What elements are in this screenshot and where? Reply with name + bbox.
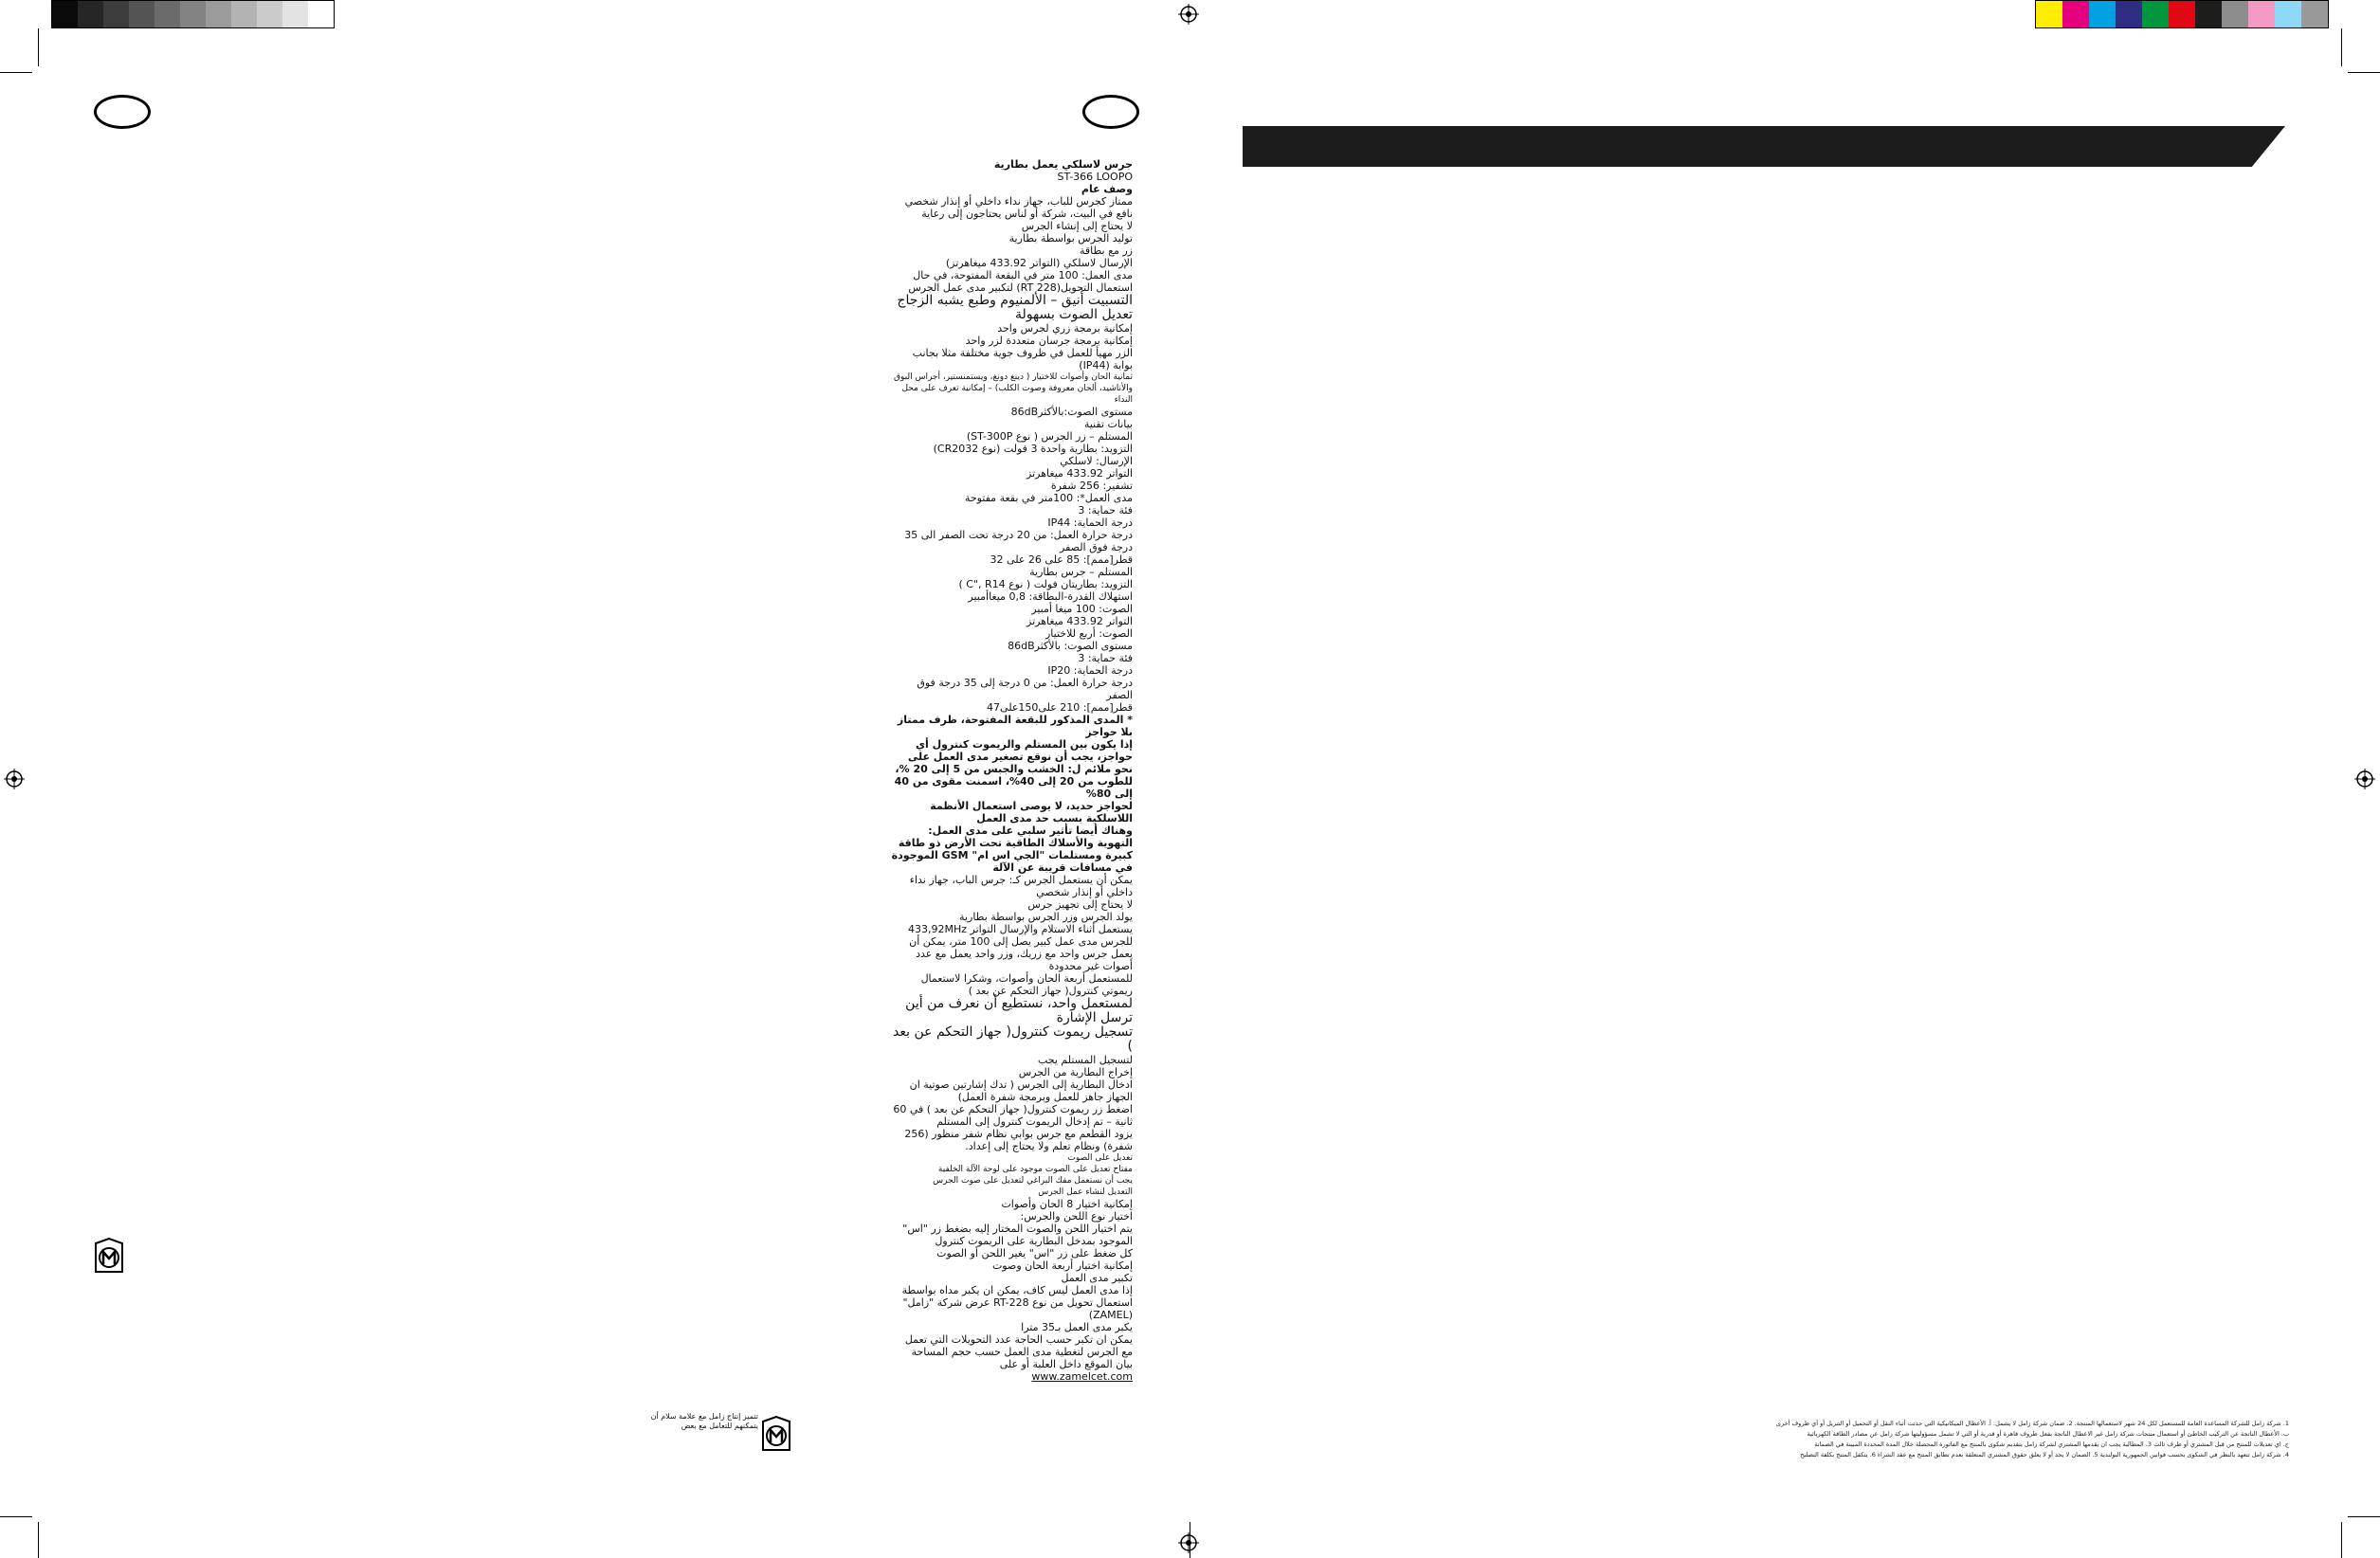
- gray-swatch: [154, 1, 180, 27]
- manual-line: الصوت: أربع للاختيار: [1045, 627, 1133, 640]
- manual-line: التزويد: بطارية واحدة 3 فولت (نوع CR2032): [933, 443, 1133, 455]
- manual-line: للجرس مدى عمل كبير يصل إلى 100 متر، يمكن أن يعمل جرس واحد مع زريك، وزر واحد يعمل مع عدد أصوات غير محدودة: [909, 935, 1133, 972]
- color-swatch: [2062, 1, 2089, 27]
- crop-mark: [38, 28, 39, 66]
- footnote-line: ج. اي تعديلات للمنتج من قبل المشتري أو طرف ثالث 3. المطالبة يجب ان يقدمها المشتري لشركة زامل بتقديم شكوى بالمنتج مع الفاتورة المحصلة خلال المدة المحددة المبينة في الضمانة: [1814, 1440, 2289, 1448]
- page-marker-oval-left: [94, 95, 151, 129]
- manual-line: إمكانية اختيار 8 الحان وأصوات: [1001, 1198, 1133, 1210]
- gray-swatch: [257, 1, 282, 27]
- manual-line: يمكن أن يستعمل الجرس كـ: جرس الباب، جهاز نداء داخلي أو إنذار شخصي: [909, 874, 1133, 898]
- manual-line: يستعمل أثناء الاستلام والإرسال التواتر 433,92MHz: [907, 923, 1133, 935]
- manual-line: قطر[ممم]: 210 على150على47: [987, 701, 1133, 714]
- page-marker-oval-right: [1082, 95, 1139, 129]
- manual-line: درجة حرارة العمل: من 20 درجة تحت الصفر الى 35 درجة فوق الصفر: [904, 529, 1133, 553]
- color-swatch: [2142, 1, 2169, 27]
- gray-swatch: [282, 1, 308, 27]
- crop-mark: [38, 1522, 39, 1558]
- manual-line: يمكن ان تكبر حسب الحاجة عدد التحويلات التي تعمل مع الجرس لتغطية مدى العمل حسب حجم المساحة: [904, 1333, 1133, 1358]
- warranty-footnotes: [1232, 1419, 2289, 1460]
- manual-line: إذا مدى العمل ليس كاف، يمكن ان يكبر مداه بواسطة استعمال تحويل من نوع RT-228 عرض شركة "زامل" (ZAMEL): [901, 1284, 1133, 1321]
- manual-line: الزر مهيأ للعمل في ظروف جوية مختلفة مثلا بجانب بوابة (IP44): [912, 347, 1133, 371]
- manual-line: يتم اختيار اللحن والصوت المختار إليه بضغط زر "اس" الموجود بمدخل البطارية على الريموت كنترول: [902, 1223, 1133, 1247]
- manual-text-column: [891, 158, 1133, 1383]
- manual-line: ممتاز كجرس للباب، جهاز نداء داخلي أو إنذار شخصي: [904, 195, 1133, 208]
- gray-swatch: [308, 1, 334, 27]
- manual-line: المستلم – زر الجرس ( نوع ST-300P): [966, 430, 1133, 443]
- manual-line: يكبر مدى العمل بـ35 مترا: [1021, 1321, 1133, 1333]
- manual-line: التزويد: بطاريتان فولت ( نوع C", R14 ): [958, 578, 1133, 590]
- manual-line: ادخال البطارية إلى الجرس ( تدك إشارتين صوتية ان الجهاز جاهز للعمل وبرمجة شفرة العمل): [909, 1078, 1133, 1103]
- zamel-logo-icon: [94, 1238, 124, 1274]
- manual-line: استهلاك القدرة-البطاقة: 0,8 ميغاأمبير: [968, 590, 1133, 603]
- grayscale-calibration-bar: [51, 0, 335, 28]
- color-swatch: [2195, 1, 2222, 27]
- manual-line: لا يحتاج إلى إنشاء الجرس: [1021, 220, 1133, 232]
- gray-swatch: [129, 1, 154, 27]
- manual-line: فئة حماية: 3: [1078, 504, 1133, 516]
- manual-line: لمستعمل واحد، نستطيع أن نعرف من أين ترسل الإشارة: [905, 996, 1133, 1025]
- manual-line: تكبير مدى العمل: [1061, 1272, 1133, 1284]
- zamel-logo-icon: [761, 1416, 791, 1452]
- gray-swatch: [78, 1, 103, 27]
- manual-line: تعديل الصوت بسهولة: [1015, 307, 1133, 322]
- manual-line: الإرسال لاسلكي (التواتر 433.92 ميغاهرتز): [945, 257, 1133, 269]
- color-swatch: [2301, 1, 2328, 27]
- color-swatch: [2089, 1, 2116, 27]
- manual-line: التعديل لنشاء عمل الجرس: [1038, 1187, 1133, 1197]
- manual-line: الصوت: 100 ميغا أمبير: [1031, 603, 1133, 615]
- manual-line: إذا يكون بين المستلم والريموت كنترول أي حواجز، يجب أن نوقع تصغير مدى العمل على نحو ملائم ل: الخشب والجبس من 5 إلى 20 %، للطوب من 20 إلى 40%، اسمنت مقوى من 40 إلى 80%: [894, 738, 1133, 800]
- manual-line: بيانات تقنية: [1083, 418, 1133, 430]
- manual-line: لتسجيل المستلم يجب: [1037, 1054, 1133, 1066]
- manual-line: تعديل على الصوت: [1067, 1153, 1133, 1163]
- color-swatch: [2169, 1, 2195, 27]
- gray-swatch: [206, 1, 231, 27]
- crop-mark: [0, 72, 32, 73]
- manual-line: وصف عام: [1081, 183, 1133, 195]
- manual-line: يزود القطعم مع جرس بوابي نظام شفر منظور (256 شفرة) ونظام تعلم ولا يحتاج إلى إعداد.: [904, 1128, 1133, 1152]
- registration-mark-icon: [4, 769, 25, 789]
- manual-line: وهناك أيضا تأثير سلبي على مدى العمل: التهوية والأسلاك الطاقية تحت الأرض ذو طاقة كبيرة ومستلمات "الجي اس ام" GSM الموجودة في مسافات قريبة عن الآلة: [891, 824, 1133, 874]
- manual-line: اختيار نوع اللحن والجرس:: [1020, 1210, 1133, 1223]
- manual-line: يولد الجرس وزر الجرس بواسطة بطارية: [959, 911, 1133, 923]
- crop-mark: [0, 1516, 32, 1517]
- manual-line: اضغط زر ريموت كنترول( جهاز التحكم عن بعد ) في 60 ثانية – تم إدخال الريموت كنترول إلى المستلم: [893, 1103, 1133, 1128]
- manual-line: إمكانية اختيار أربعة الحان وصوت: [991, 1259, 1133, 1272]
- manual-line: فئة حماية: 3: [1078, 652, 1133, 664]
- color-swatch: [2036, 1, 2062, 27]
- color-swatch: [2222, 1, 2248, 27]
- manual-line: إخراج البطارية من الجرس: [1018, 1066, 1133, 1078]
- manual-line: يجب أن نستعمل مفك البراغي لتعديل على صوت الجرس: [933, 1176, 1133, 1186]
- crop-mark: [2348, 1516, 2380, 1517]
- registration-mark-icon: [1178, 1532, 1199, 1553]
- manual-line: لحواجز حديد، لا يوصى استعمال الأنظمة اللاسلكية بسبب حد مدى العمل: [930, 800, 1133, 824]
- color-calibration-bar: [2035, 0, 2329, 28]
- header-banner: [1243, 126, 2285, 167]
- manual-line: إمكانية برمجة زري لجرس واحد: [997, 322, 1133, 335]
- manual-line: نافع في البيت، شركة أو لناس يحتاجون إلى رعاية: [921, 208, 1133, 220]
- manual-line: كل ضغط على زر "اس" يغير اللحن أو الصوت: [936, 1247, 1133, 1259]
- gray-swatch: [103, 1, 129, 27]
- footnote-line: 4. شركة زامل تتعهد بالنظر في الشكوى بحسب قوانين الجمهورية البولندية 5. الضمان لا يحد أو لا يعلق حقوق المشتري المتعلقة بعدم تطابق المنتج مع عقد الشراء 6. يتكفل المنتج بكلفة التصليح: [1800, 1451, 2289, 1458]
- manual-line: توليد الجرس بواسطة بطارية: [1008, 232, 1133, 245]
- manual-line: التسبيت أنيق – الألمنيوم وطبع يشبه الزجاج: [897, 293, 1133, 308]
- manual-line: إمكانية برمجة جرسان متعددة لزر واحد: [965, 335, 1133, 347]
- manual-line: ST-366 LOOPO: [1057, 171, 1133, 183]
- gray-swatch: [52, 1, 78, 27]
- manual-line: التواتر 433.92 ميغاهرتز: [1026, 467, 1133, 480]
- manual-line: مفتاح تعديل على الصوت موجود على لوحة الآلة الخلفية: [937, 1165, 1133, 1174]
- manual-line: مستوى الصوت: بالأكثر86dB: [1008, 640, 1133, 652]
- manual-line: المستلم – جرس بطارية: [1029, 566, 1133, 578]
- manual-line: ثمانية الحان وأصوات للاختيار ( دينغ دونغ، ويستمنستير، أجراس البوق والأناشيد، ألحان معروفة وصوت الكلب) – إمكانية تعرف على محل النداء: [894, 372, 1133, 405]
- registration-mark-icon: [2354, 769, 2375, 789]
- website-link[interactable]: www.zamelcet.com: [1031, 1370, 1133, 1383]
- gray-swatch: [231, 1, 257, 27]
- crop-mark: [2341, 1522, 2342, 1558]
- manual-line: زر مع بطاقة: [1080, 245, 1133, 257]
- footnote-line: 1. شركة زامل للشركة المساعدة العامة للمستعمل لكل 24 شهر لاستعمالها المنتجة. 2. ضمان شركة زامل لا يشمل: أ. الأعطال الميكانيكية التي حدثت أثناء النقل أو التحميل أو التنزيل أو أي ظروف أخرى: [1775, 1420, 2289, 1427]
- crop-mark: [2341, 28, 2342, 66]
- manual-line: درجة الحماية: IP20: [1047, 664, 1133, 677]
- color-swatch: [2275, 1, 2301, 27]
- registration-mark-icon: [1178, 4, 1199, 25]
- manual-line: درجة حرارة العمل: من 0 درجة إلى 35 درجة فوق الصفر: [917, 677, 1133, 701]
- color-swatch: [2248, 1, 2275, 27]
- manual-line: لا يحتاج إلى تجهيز جرس: [1027, 898, 1133, 911]
- manual-line: جرس لاسلكي يعمل بطارية: [993, 158, 1133, 171]
- logo-caption: تتميز إنتاج زامل مع علامة سلام أن يتمكنهم للتعامل مع بعض: [650, 1412, 758, 1430]
- manual-line: * المدى المذكور للبقعة المفتوحة، ظرف ممتاز بلا حواجز: [897, 714, 1133, 738]
- manual-line: للمستعمل أربعة الحان وأصوات، وشكرا لاستعمال ريموتي كنترول( جهاز التحكم عن بعد ): [920, 972, 1133, 997]
- manual-line: مدى العمل: 100 متر في البقعة المفتوحة، في حال استعمال التحويل(RT 228) لتكبير مدى عمل الجرس: [908, 269, 1133, 294]
- manual-line: الإرسال: لاسلكي: [1060, 455, 1133, 467]
- manual-line: تسجيل ريموت كنترول( جهاز التحكم عن بعد ): [893, 1024, 1133, 1054]
- manual-line: قطر[ممم]: 85 على 26 على 32: [990, 553, 1133, 566]
- gray-swatch: [180, 1, 206, 27]
- manual-line: تشفير: 256 شفرة: [1050, 480, 1133, 492]
- footnote-line: ب. الأعطال الناتجة عن التركيب الخاطئ أو استعمال منتجات شركة زامل غير الاعطال الناتجة بفعل ظروف قاهرة أو قدرية أو التي لا تشمل مسؤوليتها شركة زامل عن مصادر الطاقة الكهربائية: [1807, 1430, 2289, 1438]
- manual-line: مدى العمل*: 100متر في بقعة مفتوحة: [964, 492, 1133, 504]
- manual-line: درجة الحماية: IP44: [1047, 516, 1133, 529]
- manual-line: مستوى الصوت:بالأكثر86dB: [1010, 406, 1133, 418]
- color-swatch: [2116, 1, 2142, 27]
- manual-line: بيان الموقع داخل العلبة أو على: [999, 1358, 1133, 1370]
- manual-line: التواتر 433.92 ميغاهرتز: [1026, 615, 1133, 627]
- crop-mark: [2348, 72, 2380, 73]
